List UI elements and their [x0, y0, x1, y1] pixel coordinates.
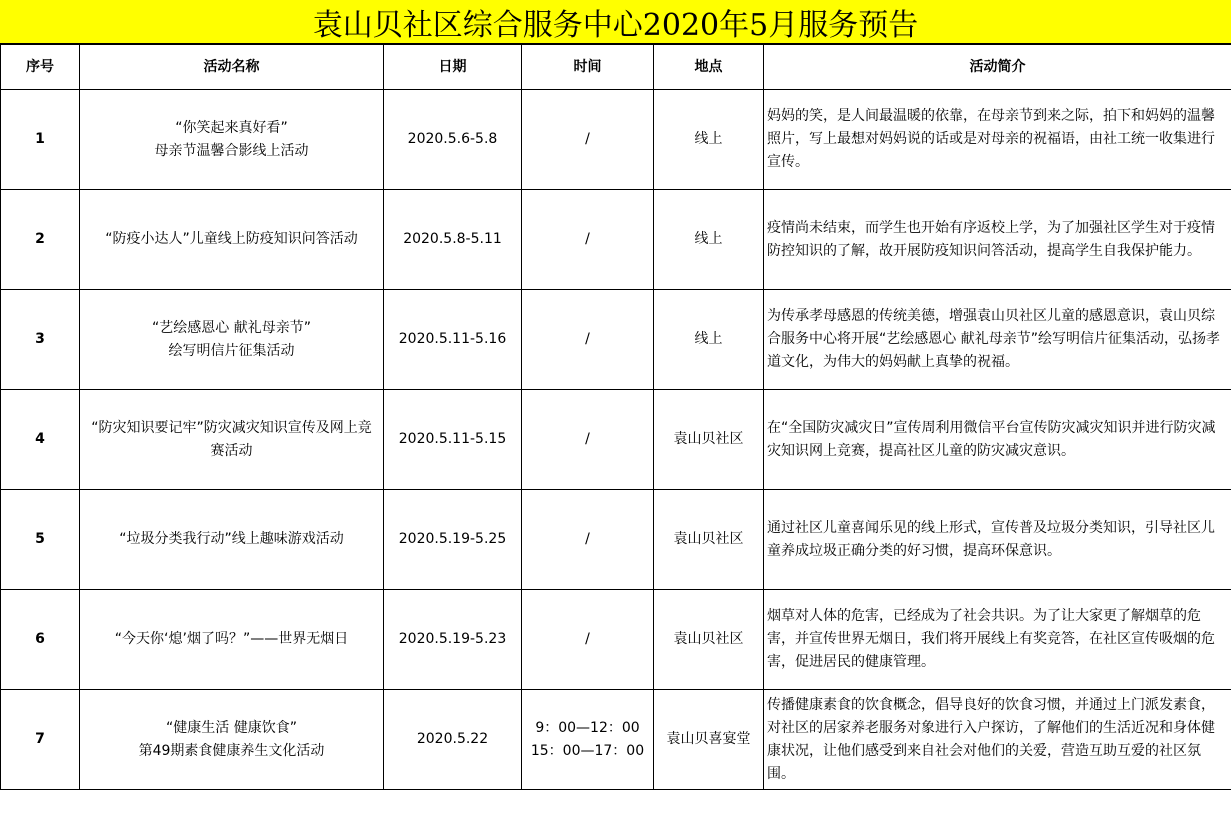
table-header-row [1, 45, 1231, 90]
time-line: 9：00—12：00 [535, 719, 640, 736]
place-cell: 袁山贝社区 [654, 590, 764, 690]
seq-cell: 3 [1, 290, 80, 390]
time-cell [522, 390, 654, 490]
activity-name-cell [80, 290, 384, 390]
page-title: 袁山贝社区综合服务中心2020年5月服务预告 [0, 0, 1231, 44]
header-activity-name: 活动名称 [80, 45, 384, 90]
time-cell [522, 490, 654, 590]
description-cell: 疫情尚未结束，而学生也开始有序返校上学，为了加强社区学生对于疫情防控知识的了解，故开展防疫知识问答活动，提高学生自我保护能力。 [764, 190, 1231, 290]
place-cell: 袁山贝喜宴堂 [654, 690, 764, 790]
date-cell: 2020.5.11-5.16 [384, 290, 522, 390]
activity-name-cell [80, 590, 384, 690]
table-row [1, 90, 1231, 190]
header-description: 活动简介 [764, 45, 1231, 90]
table-row [1, 490, 1231, 590]
seq-cell: 1 [1, 90, 80, 190]
date-cell: 2020.5.22 [384, 690, 522, 790]
activity-name-line: “你笑起来真好看” [175, 119, 288, 136]
time-line: / [585, 631, 590, 647]
activity-name-line: “艺绘感恩心 献礼母亲节” [152, 319, 311, 336]
activity-name-cell [80, 90, 384, 190]
activity-name-cell [80, 390, 384, 490]
activity-name-cell [80, 690, 384, 790]
time-line: / [585, 431, 590, 447]
description-cell: 妈妈的笑，是人间最温暖的依靠，在母亲节到来之际，拍下和妈妈的温馨照片，写上最想对妈妈说的话或是对母亲的祝福语，由社工统一收集进行宣传。 [764, 90, 1231, 190]
activity-name-line: “今天你‘熄’烟了吗？”——世界无烟日 [114, 631, 349, 647]
activity-name-line: “防疫小达人”儿童线上防疫知识问答活动 [105, 231, 358, 247]
place-cell: 袁山贝社区 [654, 490, 764, 590]
schedule-table [0, 44, 1231, 790]
description-cell: 通过社区儿童喜闻乐见的线上形式，宣传普及垃圾分类知识，引导社区儿童养成垃圾正确分类的好习惯，提高环保意识。 [764, 490, 1231, 590]
seq-cell: 5 [1, 490, 80, 590]
description-cell: 在“全国防灾减灾日”宣传周利用微信平台宣传防灾减灾知识并进行防灾减灾知识网上竞赛，提高社区儿童的防灾减灾意识。 [764, 390, 1231, 490]
date-cell: 2020.5.19-5.23 [384, 590, 522, 690]
description-cell: 为传承孝母感恩的传统美德，增强袁山贝社区儿童的感恩意识，袁山贝综合服务中心将开展“艺绘感恩心 献礼母亲节”绘写明信片征集活动，弘扬孝道文化，为伟大的妈妈献上真挚的祝福。 [764, 290, 1231, 390]
table-row [1, 690, 1231, 790]
activity-name-line: 母亲节温馨合影线上活动 [154, 142, 309, 159]
table-row [1, 290, 1231, 390]
time-cell [522, 190, 654, 290]
time-cell [522, 90, 654, 190]
header-time: 时间 [522, 45, 654, 90]
date-cell: 2020.5.8-5.11 [384, 190, 522, 290]
time-line: / [585, 531, 590, 547]
time-line: / [585, 131, 590, 147]
place-cell: 线上 [654, 190, 764, 290]
place-cell: 袁山贝社区 [654, 390, 764, 490]
time-cell [522, 290, 654, 390]
table-row [1, 590, 1231, 690]
description-cell: 烟草对人体的危害，已经成为了社会共识。为了让大家更了解烟草的危害，并宣传世界无烟日，我们将开展线上有奖竞答，在社区宣传吸烟的危害，促进居民的健康管理。 [764, 590, 1231, 690]
time-cell [522, 690, 654, 790]
date-cell: 2020.5.6-5.8 [384, 90, 522, 190]
date-cell: 2020.5.11-5.15 [384, 390, 522, 490]
activity-name-line: “健康生活 健康饮食” [166, 719, 297, 736]
activity-name-line: “防灾知识要记牢”防灾减灾知识宣传及网上竞赛活动 [91, 419, 372, 459]
seq-cell: 2 [1, 190, 80, 290]
activity-name-line: 绘写明信片征集活动 [168, 342, 295, 359]
place-cell: 线上 [654, 90, 764, 190]
header-place: 地点 [654, 45, 764, 90]
seq-cell: 7 [1, 690, 80, 790]
place-cell: 线上 [654, 290, 764, 390]
activity-name-line: 第49期素食健康养生文化活动 [138, 742, 325, 759]
time-line: 15：00—17：00 [530, 742, 645, 759]
activity-name-cell [80, 190, 384, 290]
time-line: / [585, 231, 590, 247]
table-row [1, 390, 1231, 490]
time-line: / [585, 331, 590, 347]
seq-cell: 4 [1, 390, 80, 490]
activity-name-line: “垃圾分类我行动”线上趣味游戏活动 [119, 531, 344, 547]
description-cell: 传播健康素食的饮食概念，倡导良好的饮食习惯，并通过上门派发素食，对社区的居家养老服务对象进行入户探访，了解他们的生活近况和身体健康状况，让他们感受到来自社会对他们的关爱，营造互助互爱的社区氛围。 [764, 690, 1231, 790]
seq-cell: 6 [1, 590, 80, 690]
header-seq: 序号 [1, 45, 80, 90]
time-cell [522, 590, 654, 690]
activity-name-cell [80, 490, 384, 590]
header-date: 日期 [384, 45, 522, 90]
table-row [1, 190, 1231, 290]
date-cell: 2020.5.19-5.25 [384, 490, 522, 590]
